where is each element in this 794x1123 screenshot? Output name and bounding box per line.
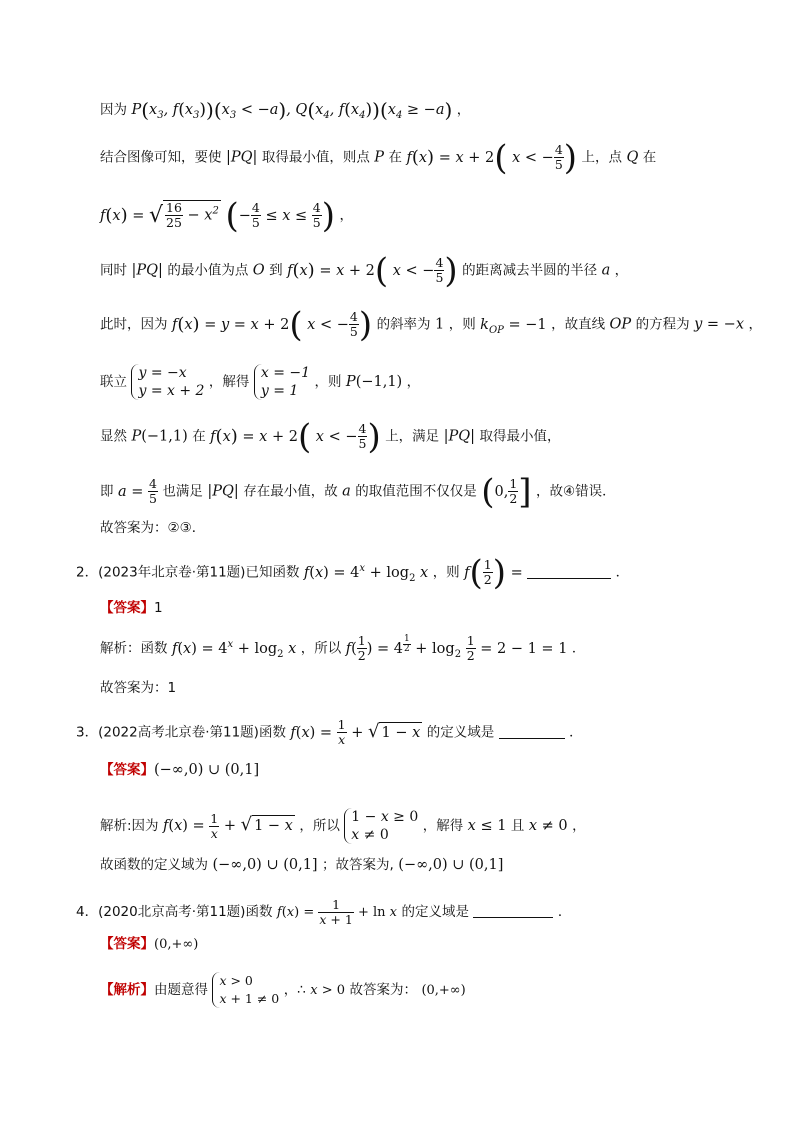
- system-of-equations: y = −x y = x + 2: [131, 364, 204, 400]
- answer-q3: 【答案】(−∞,0) ∪ (0,1]: [100, 762, 260, 778]
- answer-blank: [499, 724, 565, 739]
- solution-line-8: 即 a = $\frac{4}{5}$ 也满足 |PQ| 存在最小值，故 a 的取值范围不仅仅是 (0, $\frac{1}{2}$ ] ，故④错误．: [100, 471, 616, 512]
- solution-line-7: 显然 P(−1,1) 在 f(x) = x + 2( x < − $\frac{4}{5}$ ) 上，满足 |PQ| 取得最小值，: [100, 416, 561, 457]
- solution-line-4: 同时 |PQ| 的最小值为点 O 到 f(x) = x + 2( x < − $\frac{4}{5}$ ) 的距离减去半圆的半径 a ，: [100, 250, 629, 291]
- final-answer-q2: 故答案为：1: [100, 680, 177, 696]
- question-2: 2．(2023年北京卷·第11题)已知函数 $f(x) = 4^x + \log_2 x$ ，则 f( $\frac{1}{2}$ ) = ．: [76, 552, 630, 593]
- solution-system: x = −1 y = 1: [254, 364, 310, 400]
- answer-blank: [473, 903, 553, 918]
- solution-q3: 解析:因为 f(x) = $\frac{1}{x}$ + √ 1 − x ，所以 1 − x ≥ 0 x ≠ 0 ，解得 x ≤ 1 且 x ≠ 0 ，: [100, 809, 586, 843]
- solution-q4: 【解析】由题意得 x > 0 x + 1 ≠ 0 ，∴ x > 0 故答案为： (0,+∞): [100, 973, 466, 1006]
- formula-semicircle: f(x) = √ $\frac{16}{25}$ − $x^2$ (− $\frac{4}{5}$ ≤ x ≤ $\frac{4}{5}$ ): [100, 195, 335, 236]
- final-answer-q3: 故函数的定义域为 (−∞,0) ∪ (0,1] ；故答案为, (−∞,0) ∪ (0,1]: [100, 857, 504, 873]
- question-3: 3．(2022高考北京卷·第11题)函数 f(x) = $\frac{1}{x}$ + √ 1 − x 的定义域是 ．: [76, 717, 583, 747]
- solution-line-1: 因为 $P(x_3$, $f(x_3))(x_3 < -a)$, $Q(x_4$, $f(x_4))(x_4 \ge -a)$ ，: [100, 98, 471, 122]
- formula-line-segment: f(x) = x + 2( x < − $\frac{4}{5}$ ): [406, 137, 578, 178]
- solution-line-2: 结合图像可知，要使 |PQ| 取得最小值，则点 P 在 f(x) = x + 2( x < − $\frac{4}{5}$ ) 上，点 Q 在: [100, 137, 657, 178]
- answer-q2: 【答案】1: [100, 600, 163, 616]
- solution-line-3: f(x) = √ $\frac{16}{25}$ − $x^2$ (− $\frac{4}{5}$ ≤ x ≤ $\frac{4}{5}$ ) ，: [100, 195, 353, 236]
- question-4: 4．(2020北京高考·第11题)函数 f(x) = $\frac{1}{x + 1}$ + ln x 的定义域是 ．: [76, 897, 572, 927]
- solution-line-6: 联立 y = −x y = x + 2 ，解得 x = −1 y = 1 ，则 P(−1,1) ，: [100, 365, 421, 399]
- formula-points-pq: $P(x_3$, $f(x_3))(x_3 < -a)$, $Q(x_4$, $f(x_4))(x_4 \ge -a)$: [131, 98, 453, 122]
- final-answer-q1: 故答案为：②③．: [100, 520, 206, 536]
- solution-line-5: 此时，因为 f(x) = y = x + 2( x < − $\frac{4}{5}$ ) 的斜率为 1 ，则 $k_{OP} = -1$ ，故直线 OP 的方程为 y = −x ，: [100, 304, 762, 345]
- answer-q4: 【答案】(0,+∞): [100, 936, 199, 952]
- answer-blank: [527, 564, 611, 579]
- solution-q2: 解析：函数 $f(x) = 4^x + \log_2 x$ ，所以 f( $\frac{1}{2}$ ) = 4 $^{\frac{1}{2}}$ + $\log_2$ $\frac{1}{2}$ = 2 − 1 = 1 ．: [100, 633, 586, 663]
